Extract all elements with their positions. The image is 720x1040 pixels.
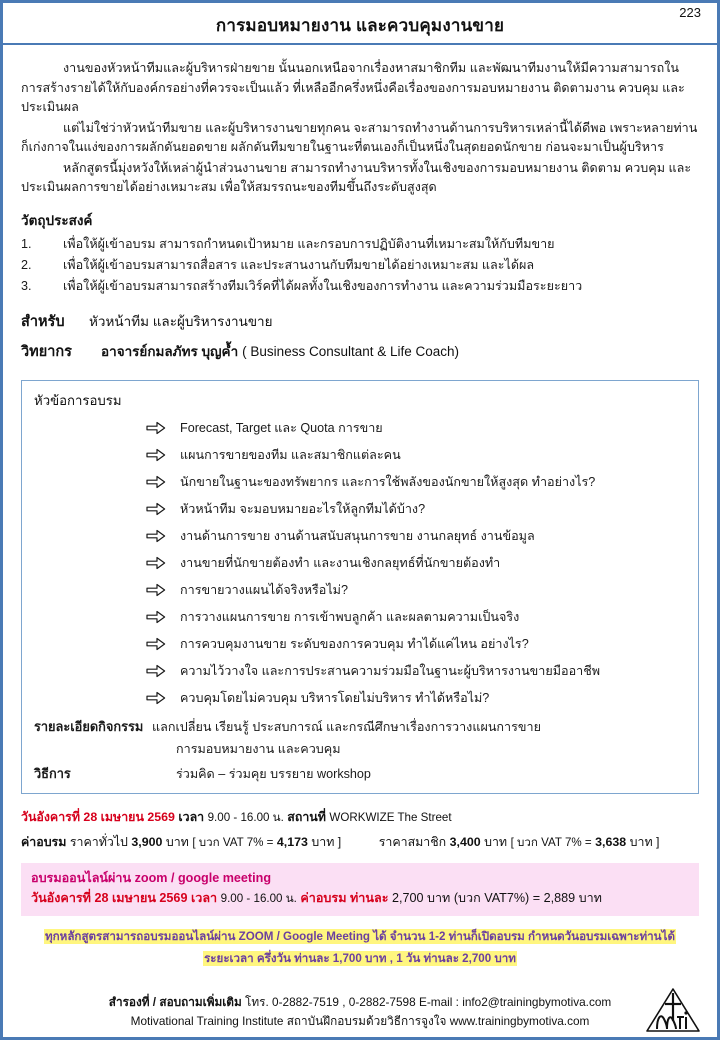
general-price-unit: บาท [165, 834, 189, 849]
topics-heading: หัวข้อการอบรม [34, 392, 122, 408]
topic-item [34, 663, 688, 680]
topic-item [34, 447, 688, 464]
highlight-line-1: ทุกหลักสูตรสามารถอบรมออนไลน์ผ่าน ZOOM / Google Meeting ได้ จำนวน 1-2 ท่านก็เปิดอบรม กำหนดวันอบรมเฉพาะท่านได้ [45, 929, 675, 943]
objective-item [21, 276, 699, 297]
right-arrow-outline-icon [146, 528, 180, 543]
footer-contact-details: โทร. 0-2882-7519 , 0-2882-7598 E-mail : info2@trainingbymotiva.com [245, 995, 612, 1009]
online-schedule-line [31, 888, 689, 909]
member-price-label: ราคาสมาชิก [378, 834, 447, 849]
general-vat-value: 4,173 [276, 834, 308, 849]
topic-item [34, 528, 688, 545]
member-vat-value: 3,638 [595, 834, 627, 849]
footer-reserve-label: สำรองที่ / สอบถามเพิ่มเติม [108, 995, 242, 1009]
footer-content [17, 993, 703, 1031]
highlight-line-1-wrap [21, 927, 699, 946]
topic-text: หัวหน้าทีม จะมอบหมายอะไรให้ลูกทีมได้บ้าง? [180, 501, 426, 516]
member-vat-unit: บาท ] [629, 834, 660, 849]
topic-text: ความไว้วางใจ และการประสานความร่วมมือในฐานะผู้บริหารงานขายมืออาชีพ [180, 663, 601, 678]
topic-item [34, 690, 688, 707]
objective-number: 1. [21, 236, 32, 251]
document-body [3, 45, 717, 968]
right-arrow-outline-icon [146, 447, 180, 462]
topics-list [34, 420, 688, 707]
intro-paragraph-3: หลักสูตรนี้มุ่งหวังให้เหล่าผู้นำส่วนงานขาย สามารถทำงานบริหารทั้งในเชิงของการมอบหมายงาน ติดตาม ควบคุม และประเมินผลการขายได้อย่างเหมาะสม เพื่อให้สมรรถนะของทีมขึ้นถึงระดับสูงสุด [21, 160, 692, 194]
activity-text-line2: การมอบหมายงาน และควบคุม [176, 741, 341, 756]
objective-number: 2. [21, 257, 32, 272]
right-arrow-outline-icon [146, 690, 180, 705]
footer-org-line: Motivational Training Institute สถาบันฝึกอบรมด้วยวิธีการจูงใจ www.trainingbymotiva.com [130, 1014, 590, 1028]
activity-row-continued [34, 739, 688, 759]
highlight-line-2-wrap [21, 949, 699, 968]
page-footer [3, 993, 717, 1031]
topic-item [34, 420, 688, 437]
schedule-line [21, 807, 699, 828]
right-arrow-outline-icon [146, 636, 180, 651]
audience-row [21, 310, 699, 333]
speaker-row [21, 340, 699, 363]
right-arrow-outline-icon [146, 501, 180, 516]
method-label: วิธีการ [34, 765, 71, 781]
topic-text: การขายวางแผนได้จริงหรือไม่? [180, 582, 348, 597]
right-arrow-outline-icon [146, 420, 180, 435]
right-arrow-outline-icon [146, 474, 180, 489]
fee-line [21, 831, 699, 854]
online-fee-value: 2,700 บาท (บวก VAT7%) = 2,889 บาท [391, 890, 602, 905]
topic-text: การวางแผนการขาย การเข้าพบลูกค้า และผลตามความเป็นจริง [180, 609, 520, 624]
general-vat-prefix: [ บวก VAT 7% = [192, 835, 274, 849]
general-price-label: ราคาทั่วไป [69, 834, 128, 849]
member-vat-prefix: [ บวก VAT 7% = [510, 835, 592, 849]
topic-item [34, 636, 688, 653]
right-arrow-outline-icon [146, 582, 180, 597]
online-platform-line: อบรมออนไลน์ผ่าน zoom / google meeting [31, 870, 272, 885]
topic-item [34, 609, 688, 626]
right-arrow-outline-icon [146, 663, 180, 678]
objective-item [21, 234, 699, 255]
topic-item [34, 501, 688, 518]
objective-text: เพื่อให้ผู้เข้าอบรม สามารถกำหนดเป้าหมาย และกรอบการปฏิบัติงานที่เหมาะสมให้กับทีมขาย [63, 236, 555, 251]
footer-contact-line [17, 993, 703, 1012]
general-price-value: 3,900 [131, 834, 163, 849]
speaker-label: วิทยากร [21, 343, 72, 360]
objective-number: 3. [21, 278, 32, 293]
topic-text: งานขายที่นักขายต้องทำ และงานเชิงกลยุทธ์ที่นักขายต้องทำ [180, 555, 501, 570]
pricing-section [21, 807, 699, 854]
topic-item [34, 555, 688, 572]
right-arrow-outline-icon [146, 609, 180, 624]
activity-row [34, 717, 688, 737]
audience-value: หัวหน้าทีม และผู้บริหารงานขาย [89, 313, 273, 329]
page-title: การมอบหมายงาน และควบคุมงานขาย [215, 16, 505, 35]
online-fee-label: ค่าอบรม ท่านละ [300, 890, 389, 905]
activity-text: แลกเปลี่ยน เรียนรู้ ประสบการณ์ และกรณีศึกษาเรื่องการวางแผนการขาย [152, 719, 541, 734]
online-date: วันอังคารที่ 28 เมษายน 2569 [31, 890, 188, 905]
course-date: วันอังคารที่ 28 เมษายน 2569 [21, 809, 175, 824]
topic-item [34, 474, 688, 491]
online-training-box [21, 863, 699, 916]
topics-box [21, 380, 699, 794]
objective-text: เพื่อให้ผู้เข้าอบรมสามารถสื่อสาร และประสานงานกับทีมขายได้อย่างเหมาะสม และได้ผล [63, 257, 535, 272]
time-label: เวลา [178, 809, 205, 824]
topic-text: ควบคุมโดยไม่ควบคุม บริหารโดยไม่บริหาร ทำได้หรือไม่? [180, 690, 490, 705]
topic-item [34, 582, 688, 599]
page-number: 223 [679, 5, 701, 20]
right-arrow-outline-icon [146, 555, 180, 570]
speaker-name: อาจารย์กมลภัทร บุญค้ำ [101, 343, 239, 359]
venue-label: สถานที่ [287, 809, 326, 824]
method-text: ร่วมคิด – ร่วมคุย บรรยาย workshop [176, 766, 371, 781]
online-time-label: เวลา [190, 890, 218, 905]
topic-text: งานด้านการขาย งานด้านสนับสนุนการขาย งานกลยุทธ์ งานข้อมูล [180, 528, 535, 543]
topic-text: Forecast, Target และ Quota การขาย [180, 420, 383, 435]
activity-label: รายละเอียดกิจกรรม [34, 718, 144, 734]
course-venue: WORKWIZE The Street [329, 810, 452, 824]
method-row [34, 764, 688, 784]
online-time: 9.00 - 16.00 น. [220, 891, 297, 905]
objectives-heading: วัตถุประสงค์ [21, 212, 93, 228]
topic-text: การควบคุมงานขาย ระดับของการควบคุม ทำได้แค่ไหน อย่างไร? [180, 636, 529, 651]
audience-label: สำหรับ [21, 313, 65, 330]
highlight-note [21, 927, 699, 968]
highlight-line-2: ระยะเวลา ครึ่งวัน ท่านละ 1,700 บาท , 1 วัน ท่านละ 2,700 บาท [204, 951, 516, 965]
objective-text: เพื่อให้ผู้เข้าอบรมสามารถสร้างทีมเวิร์คที่ได้ผลทั้งในเชิงของการทำงาน และความร่วมมือระยะยาว [63, 278, 583, 293]
mti-triangle-logo-icon [645, 987, 701, 1033]
general-vat-unit: บาท ] [311, 834, 342, 849]
member-price-value: 3,400 [449, 834, 481, 849]
topic-text: แผนการขายของทีม และสมาชิกแต่ละคน [180, 447, 401, 462]
intro-paragraph-2: แต่ไม่ใช่ว่าหัวหน้าทีมขาย และผู้บริหารงานขายทุกคน จะสามารถทำงานด้านการบริหารเหล่านี้ได้ดีพอ เพราะหลายท่านก็เก่งกาจในแง่ของการผลักดันยอดขาย ผลักดันทีมขายในฐานะที่ตนเองก็เป็นหนึ่งในสุดยอดนักขาย ก่อนจะมาเป็นผู้บริหาร [21, 120, 698, 154]
intro-paragraph-1: งานของหัวหน้าทีมและผู้บริหารฝ่ายขาย นั้นนอกเหนือจากเรื่องหาสมาชิกทีม และพัฒนาทีมงานให้มีความสามารถในการสร้างรายได้ให้กับองค์กรอย่างที่ควรจะเป็นแล้ว ที่เหลืออีกครึ่งหนึ่งคือเรื่องของการมอบหมายงาน ติดตามงาน ควบคุม และประเมินผล [21, 61, 685, 114]
page-header [3, 3, 717, 45]
objectives-list [21, 234, 699, 297]
topic-text: นักขายในฐานะของทรัพยากร และการใช้พลังของนักขายให้สูงสุด ทำอย่างไร? [180, 474, 596, 489]
member-price-unit: บาท [484, 834, 508, 849]
fee-label: ค่าอบรม [21, 834, 67, 849]
objective-item [21, 255, 699, 276]
speaker-credential: ( Business Consultant & Life Coach) [242, 343, 460, 359]
course-time: 9.00 - 16.00 น. [207, 810, 284, 824]
